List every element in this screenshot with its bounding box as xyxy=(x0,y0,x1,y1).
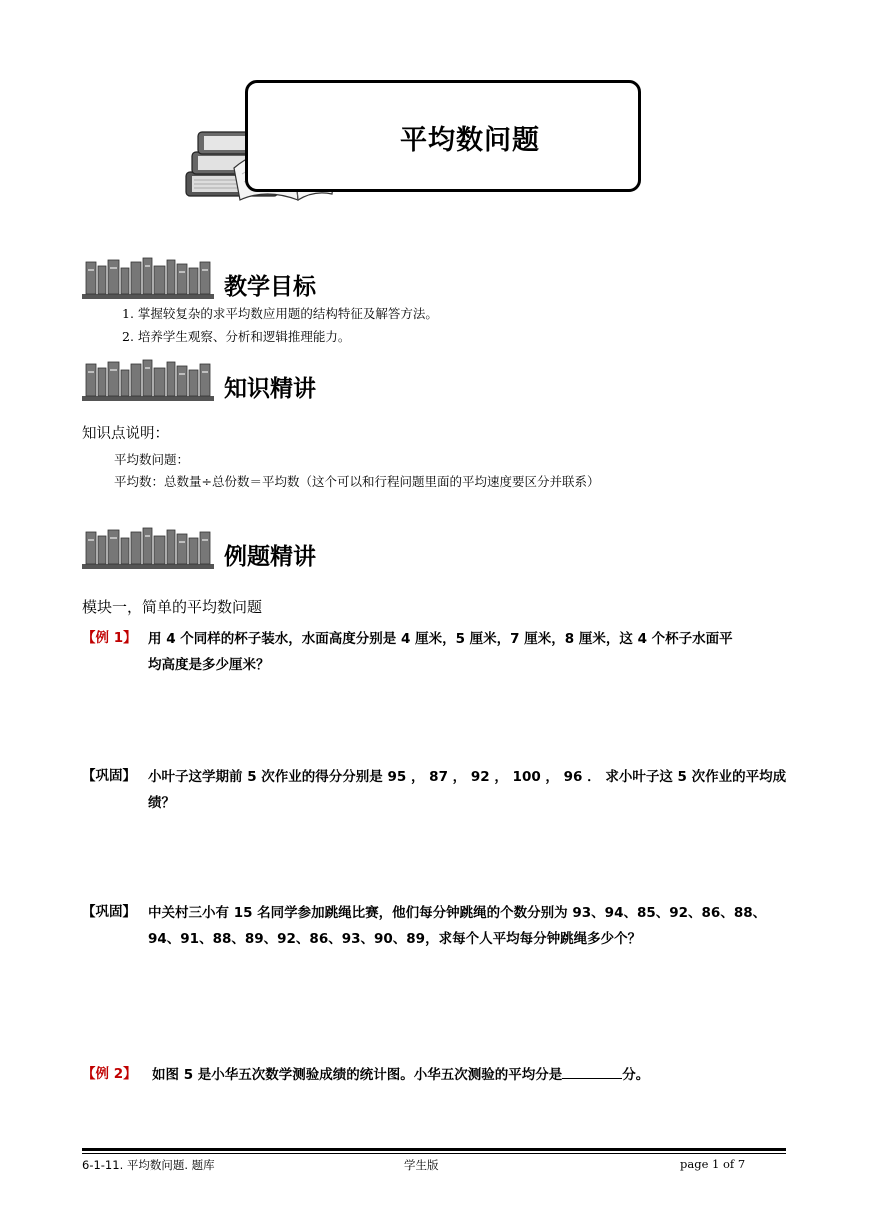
bookshelf-icon xyxy=(82,256,214,300)
practice-tag: 【巩固】 xyxy=(82,768,136,784)
example-tag: 【例 1】 xyxy=(82,630,137,646)
question-line: 小叶子这学期前 5 次作业的得分分别是 95 ， 87 ， 92 ， 100 ， 96 ． 求小叶子这 5 次作业的平均成 xyxy=(148,769,787,785)
question-text: 如图 5 是小华五次数学测验成绩的统计图。小华五次测验的平均分是 xyxy=(152,1067,563,1083)
bookshelf-icon xyxy=(82,358,214,402)
example-tag: 【例 2】 xyxy=(82,1066,137,1082)
knowledge-line-1: 平均数问题： xyxy=(114,452,190,467)
answer-blank xyxy=(562,1064,622,1079)
question-text-end: 分。 xyxy=(622,1067,650,1083)
goal-item-2: 2. 培养学生观察、分析和逻辑推理能力。 xyxy=(122,329,351,344)
practice-tag: 【巩固】 xyxy=(82,904,136,920)
question-line: 中关村三小有 15 名同学参加跳绳比赛，他们每分钟跳绳的个数分别为 93、94、85、92、86、88、 xyxy=(148,905,767,921)
question-line: 均高度是多少厘米？ xyxy=(148,657,270,673)
section-title-goals: 教学目标 xyxy=(224,274,316,300)
section-title-knowledge: 知识精讲 xyxy=(224,376,316,402)
question-line: 绩？ xyxy=(148,795,175,811)
footer-rule xyxy=(82,1148,786,1151)
knowledge-heading: 知识点说明： xyxy=(82,426,169,442)
page-title: 平均数问题 xyxy=(400,125,540,156)
footer-left: 6-1-11. 平均数问题. 题库 xyxy=(82,1158,215,1172)
footer-center: 学生版 xyxy=(404,1158,439,1172)
bookshelf-icon xyxy=(82,526,214,570)
footer-page-number: page 1 of 7 xyxy=(680,1157,746,1171)
knowledge-line-2: 平均数：总数量÷总份数＝平均数（这个可以和行程问题里面的平均速度要区分并联系） xyxy=(114,474,600,489)
question-line: 用 4 个同样的杯子装水，水面高度分别是 4 厘米，5 厘米，7 厘米，8 厘米，这 4 个杯子水面平 xyxy=(148,631,733,647)
goal-item-1: 1. 掌握较复杂的求平均数应用题的结构特征及解答方法。 xyxy=(122,306,438,321)
section-title-examples: 例题精讲 xyxy=(224,544,316,570)
footer-rule-thin xyxy=(82,1153,786,1154)
question-line: 94、91、88、89、92、86、93、90、89，求每个人平均每分钟跳绳多少个？ xyxy=(148,931,642,947)
module-heading: 模块一，简单的平均数问题 xyxy=(82,598,263,616)
